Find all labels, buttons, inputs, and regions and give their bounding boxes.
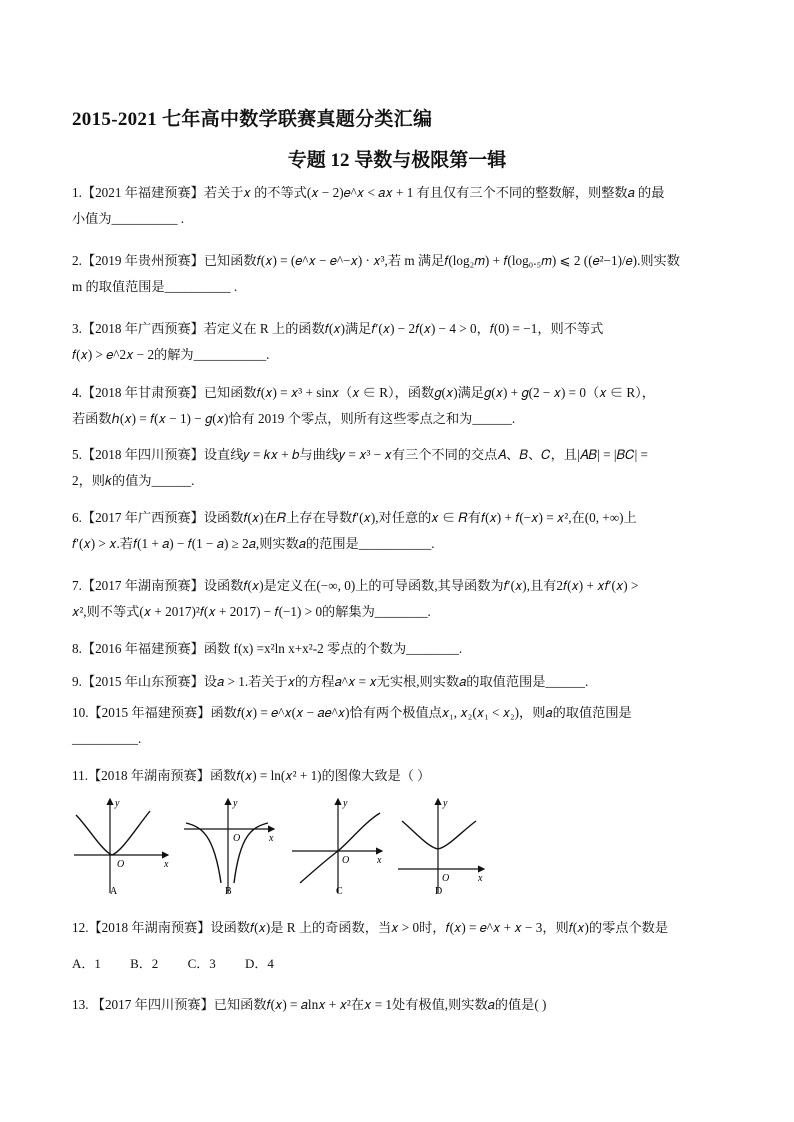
question-10 (72, 700, 724, 752)
graph-b-ylabel: y (233, 798, 238, 809)
option-a: A．1 (72, 956, 101, 971)
question-12-options (72, 953, 300, 972)
question-6 (72, 505, 724, 557)
question-2 (72, 248, 724, 300)
graph-d (398, 798, 484, 897)
question-7 (72, 573, 724, 625)
graph-b-xlabel: x (269, 833, 274, 844)
option-c: C．3 (187, 956, 216, 971)
document-title: 2015-2021 七年高中数学联赛真题分类汇编 (72, 109, 433, 130)
question-4-line2: 若函数ℎ(𝑥) = 𝑓(𝑥 − 1) − 𝑔(𝑥)恰有 2019 个零点，则所有这些零点之和为______. (72, 411, 516, 426)
question-13 (72, 992, 724, 1018)
graph-a-origin: O (117, 859, 125, 870)
graph-c-label: C (336, 886, 343, 897)
question-5 (72, 442, 724, 494)
graph-c-origin: O (342, 855, 350, 866)
question-12 (72, 915, 724, 941)
graph-b-label: B (225, 886, 232, 897)
question-11 (72, 763, 724, 789)
graph-c (292, 798, 382, 897)
option-b: B．2 (130, 956, 159, 971)
question-12-line1: 12.【2018 年湖南预赛】设函数𝑓(𝑥)是 R 上的奇函数，当𝑥 > 0时，𝑓(𝑥) = 𝑒^𝑥 + 𝑥 − 3，则𝑓(𝑥)的零点个数是 (72, 920, 669, 935)
question-4 (72, 380, 724, 432)
question-10-line1: 10.【2015 年福建预赛】函数𝑓(𝑥) = 𝑒^𝑥(𝑥 − 𝑎𝑒^𝑥)恰有两个极值点𝑥₁, 𝑥₂(𝑥₁ < 𝑥₂)，则𝑎的取值范围是 (72, 705, 632, 720)
question-9-line1: 9.【2015 年山东预赛】设𝑎 > 1.若关于𝑥的方程𝑎^𝑥 = 𝑥无实根,则实数𝑎的取值范围是______. (72, 674, 589, 689)
option-d: D．4 (244, 956, 274, 971)
graph-b (184, 798, 274, 897)
graph-a-ylabel: y (115, 798, 120, 809)
graph-b-origin: O (233, 833, 241, 844)
question-3-line1: 3.【2018 年广西预赛】若定义在 R 上的函数𝑓(𝑥)满足𝑓′(𝑥) − 2𝑓(𝑥) − 4 > 0，𝑓(0) = −1，则不等式 (72, 321, 604, 336)
question-4-line1: 4.【2018 年甘肃预赛】已知函数𝑓(𝑥) = 𝑥³ + sin𝑥（𝑥 ∈ R），函数𝑔(𝑥)满足𝑔(𝑥) + 𝑔(2 − 𝑥) = 0（𝑥 ∈ R）， (72, 385, 655, 400)
question-3 (72, 316, 724, 368)
question-6-line2: 𝑓′(𝑥) > 𝑥.若𝑓(1 + 𝑎) − 𝑓(1 − 𝑎) ≥ 2𝑎,则实数𝑎的范围是___________. (72, 536, 435, 551)
question-8 (72, 636, 724, 662)
question-9 (72, 669, 724, 695)
question-3-line2: 𝑓(𝑥) > 𝑒^2𝑥 − 2的解为___________. (72, 347, 270, 362)
graph-options (68, 793, 488, 903)
question-11-line1: 11.【2018 年湖南预赛】函数𝑓(𝑥) = ln(𝑥² + 1)的图像大致是（ ） (72, 768, 431, 783)
document-subtitle: 专题 12 导数与极限第一辑 (287, 150, 507, 171)
graph-d-ylabel: y (443, 798, 448, 809)
graph-a-xlabel: x (164, 859, 169, 870)
question-1-line2: 小值为__________ . (72, 211, 185, 226)
graph-a-label: A (110, 886, 118, 897)
question-6-line1: 6.【2017 年广西预赛】设函数𝑓(𝑥)在𝑅上存在导数𝑓′(𝑥),对任意的𝑥 ∈ 𝑅有𝑓(𝑥) + 𝑓(−𝑥) = 𝑥²,在(0, +∞)上 (72, 510, 637, 525)
question-2-line2: m 的取值范围是__________ . (72, 279, 238, 294)
question-1 (72, 180, 724, 232)
question-7-line1: 7.【2017 年湖南预赛】设函数𝑓(𝑥)是定义在(−∞, 0)上的可导函数,其导函数为𝑓′(𝑥),且有2𝑓(𝑥) + 𝑥𝑓′(𝑥) > (72, 578, 639, 593)
question-5-line2: 2，则𝑘的值为______. (72, 473, 195, 488)
graph-d-xlabel: x (478, 873, 483, 884)
question-13-line1: 13. 【2017 年四川预赛】已知函数𝑓(𝑥) = 𝑎ln𝑥 + 𝑥²在𝑥 = 1处有极值,则实数𝑎的值是( ) (72, 997, 547, 1012)
question-5-line1: 5.【2018 年四川预赛】设直线𝑦 = 𝑘𝑥 + 𝑏与曲线𝑦 = 𝑥³ − 𝑥有三个不同的交点𝐴、𝐵、𝐶，且|𝐴𝐵| = |𝐵𝐶| = (72, 447, 648, 462)
question-7-line2: 𝑥²,则不等式(𝑥 + 2017)²𝑓(𝑥 + 2017) − 𝑓(−1) > 0的解集为________. (72, 604, 431, 619)
question-10-line2: __________. (72, 731, 142, 746)
graph-d-origin: O (442, 873, 450, 884)
question-8-line1: 8.【2016 年福建预赛】函数 f(x) =x²ln x+x²-2 零点的个数为________. (72, 641, 463, 656)
graph-a (74, 798, 169, 897)
graph-d-label: D (435, 886, 443, 897)
graph-c-xlabel: x (377, 855, 382, 866)
graph-c-ylabel: y (343, 798, 348, 809)
question-1-line1: 1.【2021 年福建预赛】若关于𝑥 的不等式(𝑥 − 2)𝑒^𝑥 < 𝑎𝑥 + 1 有且仅有三个不同的整数解，则整数𝑎 的最 (72, 185, 665, 200)
question-2-line1: 2.【2019 年贵州预赛】已知函数𝑓(𝑥) = (𝑒^𝑥 − 𝑒^−𝑥) · 𝑥³,若 m 满足𝑓(log₂𝑚) + 𝑓(log₀.₅𝑚) ⩽ 2 ((𝑒²−1)/𝑒).则实数 (72, 253, 680, 268)
